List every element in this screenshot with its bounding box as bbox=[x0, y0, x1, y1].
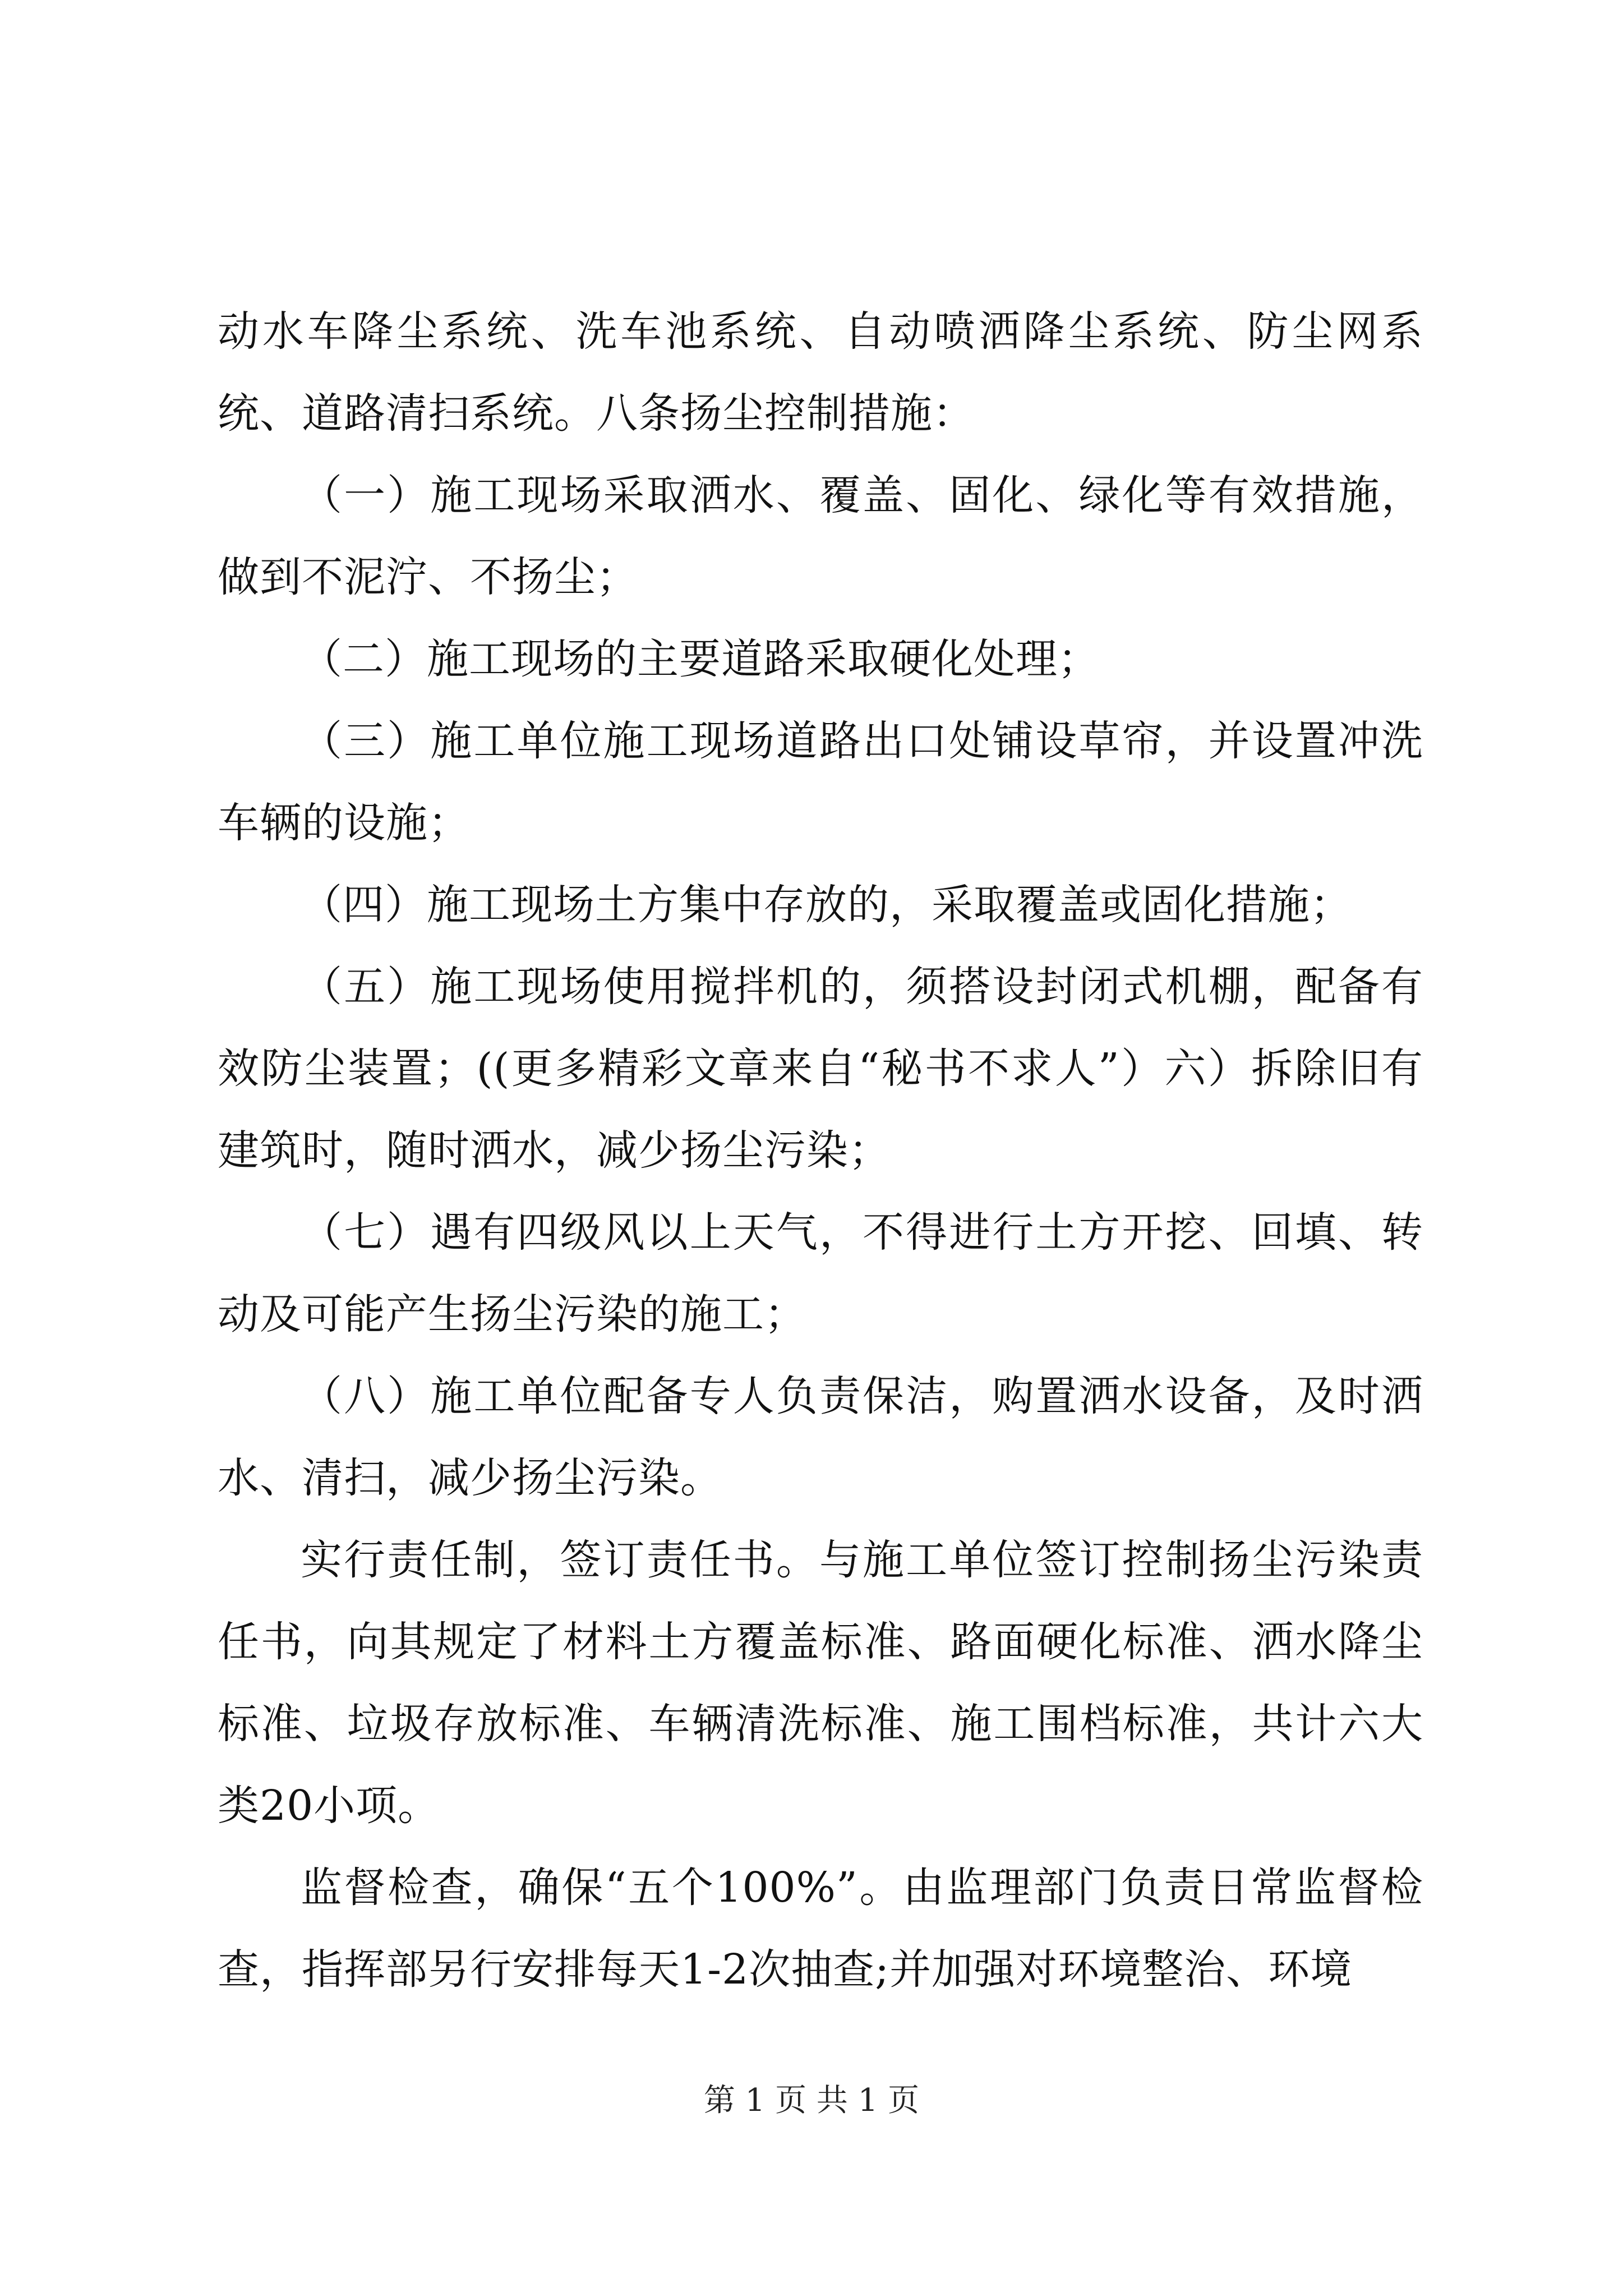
paragraph-measure-4: （四）施工现场土方集中存放的，采取覆盖或固化措施； bbox=[301, 881, 1352, 929]
paragraph-measure-5: （五）施工现场使用搅拌机的，须搭设封闭式机棚，配备有效防尘装置；((更多精彩文章来自“秘书不求人”）六）拆除旧有建筑时，随时洒水，减少扬尘污染； bbox=[218, 963, 1423, 1175]
paragraph-measure-1: （一）施工现场采取洒水、覆盖、固化、绿化等有效措施，做到不泥泞、不扬尘； bbox=[218, 471, 1423, 601]
paragraph-measure-7: （七）遇有四级风以上天气，不得进行土方开挖、回填、转动及可能产生扬尘污染的施工； bbox=[218, 1208, 1423, 1338]
paragraph-supervision: 监督检查，确保“五个100%”。由监理部门负责日常监督检查，指挥部另行安排每天1-2次抽查;并加强对环境整治、环境 bbox=[218, 1864, 1423, 1994]
paragraph-responsibility: 实行责任制，签订责任书。与施工单位签订控制扬尘污染责任书，向其规定了材料土方覆盖标准、路面硬化标准、洒水降尘标准、垃圾存放标准、车辆清洗标准、施工围档标准，共计六大类20小项。 bbox=[218, 1536, 1423, 1830]
paragraph-measure-8: （八）施工单位配备专人负责保洁，购置洒水设备，及时洒水、清扫，减少扬尘污染。 bbox=[218, 1372, 1423, 1502]
paragraph-measure-3: （三）施工单位施工现场道路出口处铺设草帘，并设置冲洗车辆的设施； bbox=[218, 717, 1423, 847]
page-number-footer: 第 1 页 共 1 页 bbox=[703, 2082, 920, 2119]
paragraph-continued: 动水车降尘系统、洗车池系统、自动喷洒降尘系统、防尘网系统、道路清扫系统。八条扬尘控制措施： bbox=[218, 307, 1423, 438]
document-body bbox=[218, 291, 1423, 2010]
paragraph-measure-2: （二）施工现场的主要道路采取硬化处理； bbox=[301, 635, 1100, 683]
